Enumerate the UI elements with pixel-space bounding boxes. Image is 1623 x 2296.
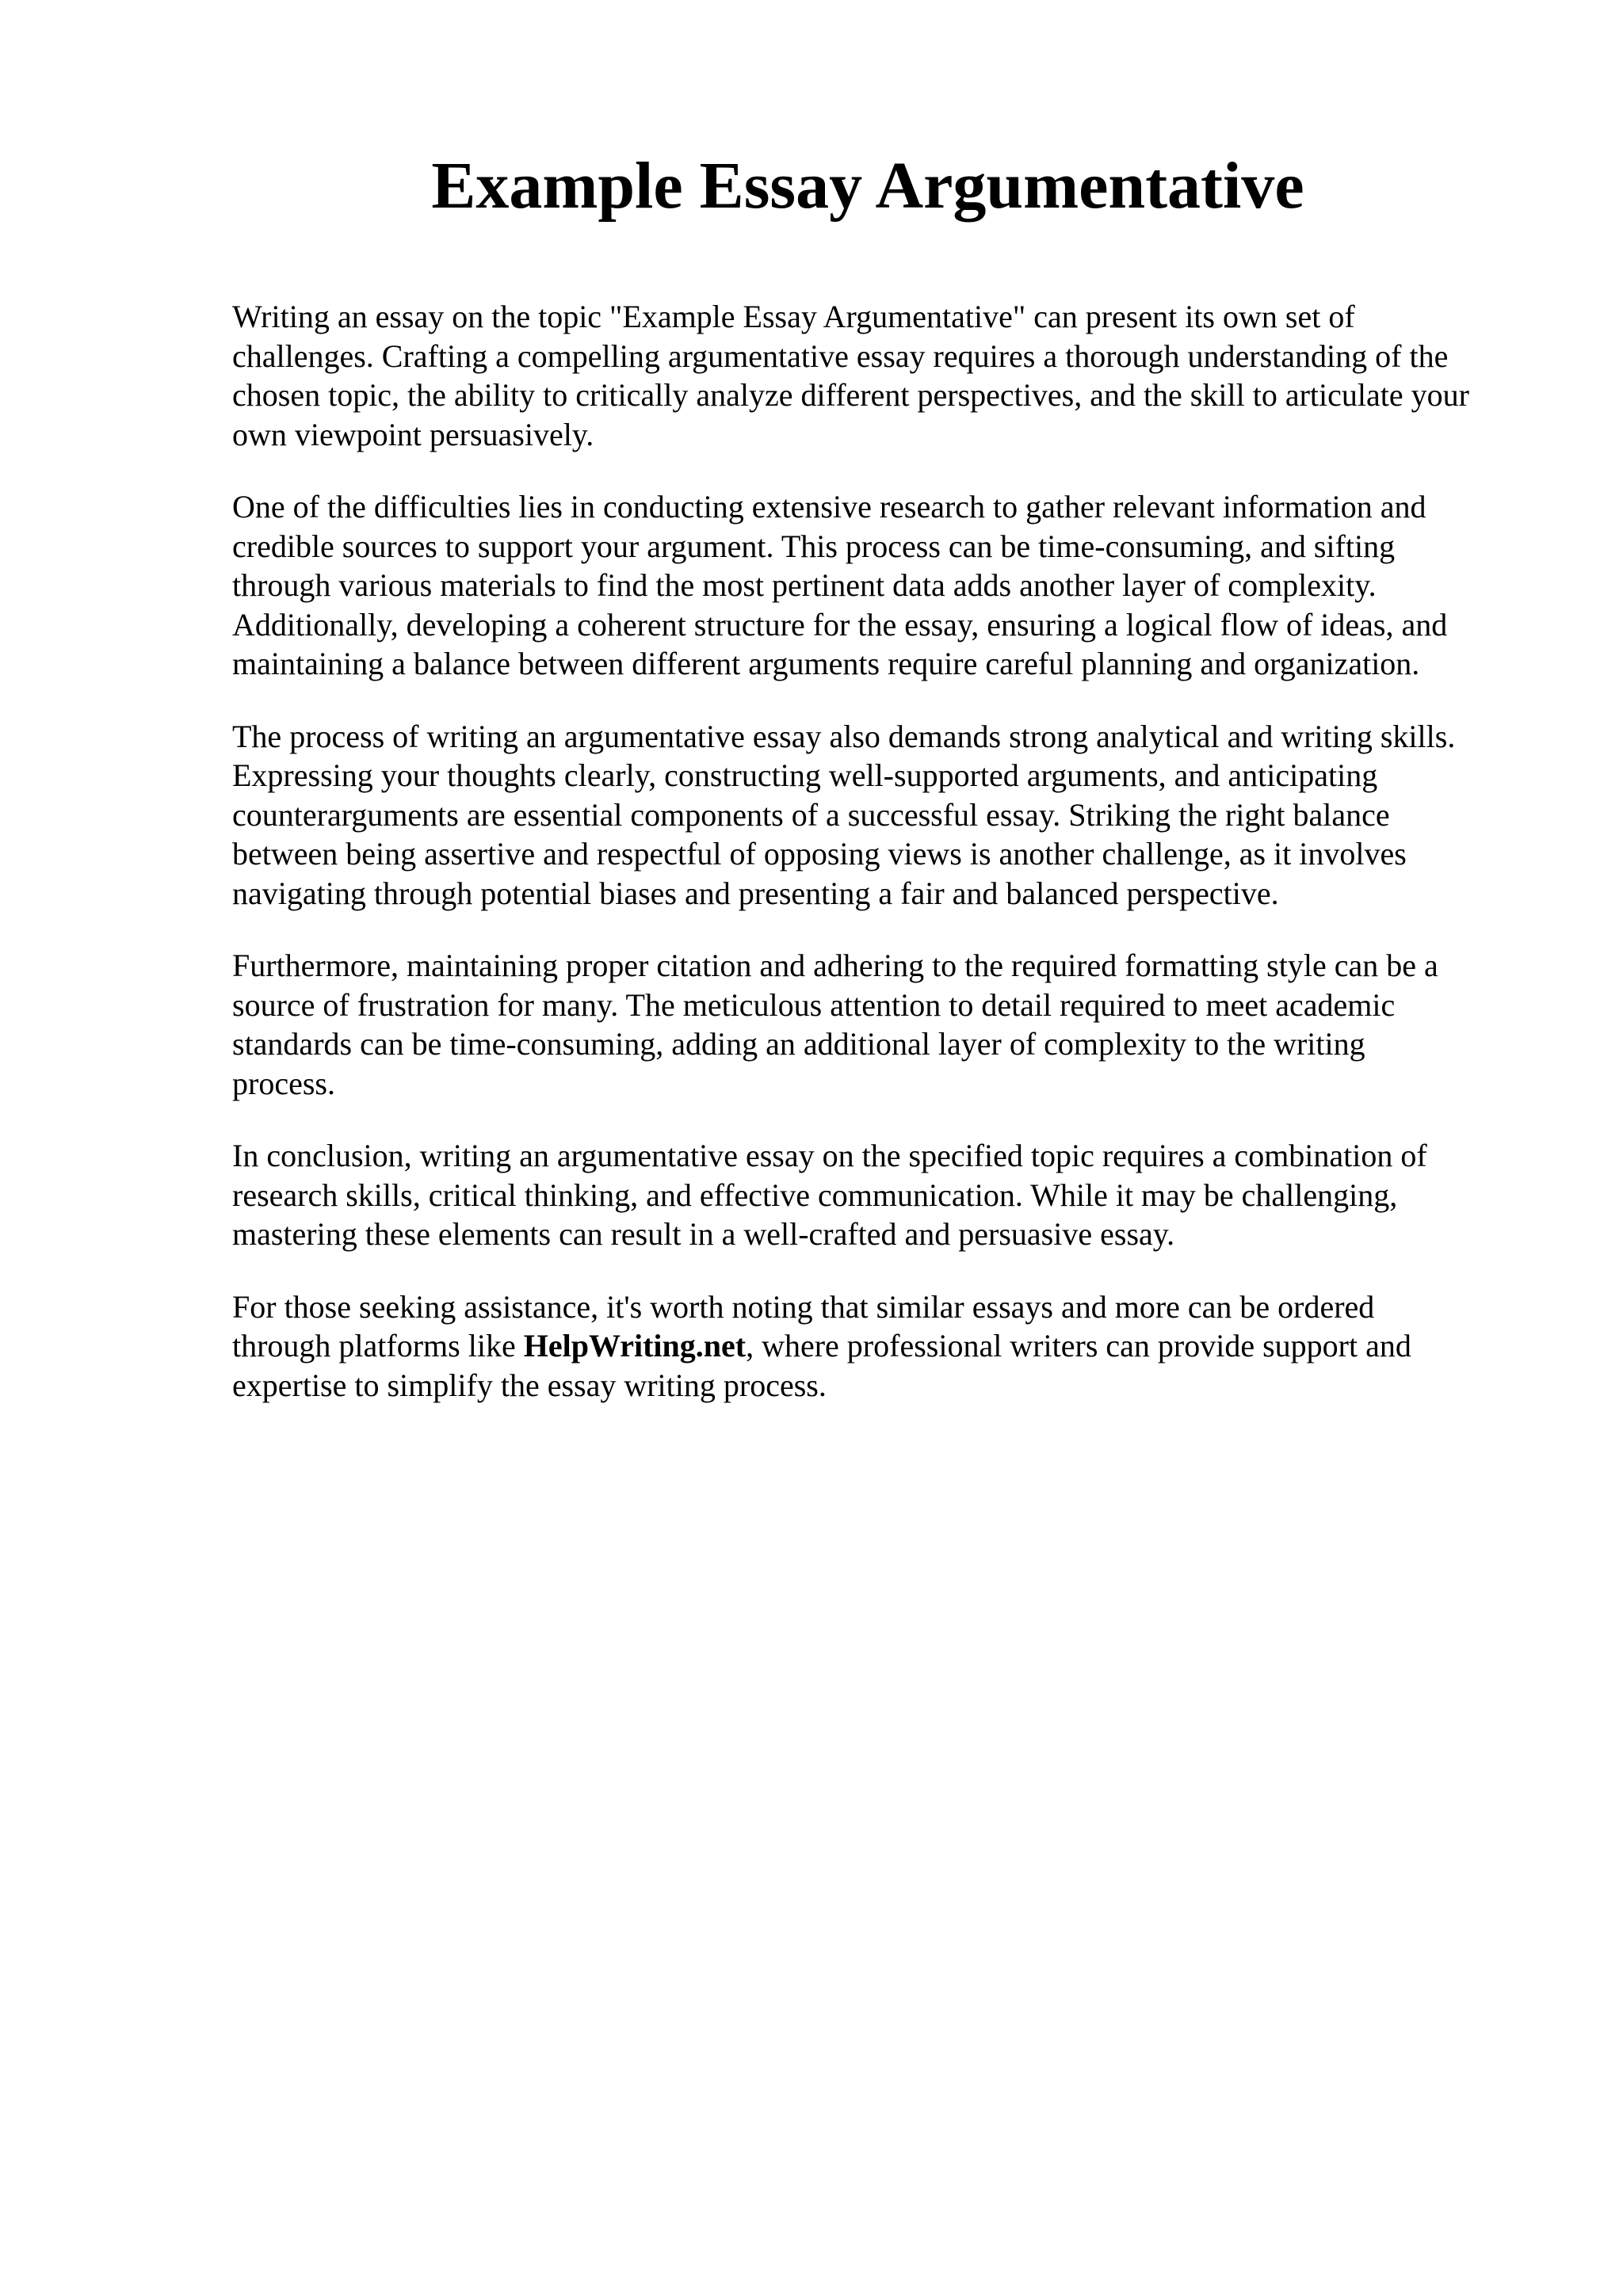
paragraph-line: credible sources to support your argument. This process can be time-consuming, and sifting	[232, 528, 1396, 564]
paragraph-line: expertise to simplify the essay writing process.	[232, 1367, 827, 1403]
paragraph-line: For those seeking assistance, it's worth noting that similar essays and more can be ordered	[232, 1288, 1375, 1325]
paragraph-line: standards can be time-consuming, adding an additional layer of complexity to the writing	[232, 1026, 1365, 1062]
paragraph-line: Expressing your thoughts clearly, constructing well-supported arguments, and anticipating	[232, 757, 1378, 793]
paragraph-line: source of frustration for many. The meticulous attention to detail required to meet academic	[232, 986, 1396, 1023]
paragraph-line: mastering these elements can result in a well-crafted and persuasive essay.	[232, 1216, 1175, 1252]
closing-suffix: , where professional writers can provide support and	[746, 1328, 1411, 1363]
paragraph-line: In conclusion, writing an argumentative essay on the specified topic requires a combination of	[232, 1138, 1427, 1173]
closing-paragraph	[232, 1287, 1532, 1405]
paragraph-line: maintaining a balance between different arguments require careful planning and organization.	[232, 646, 1420, 681]
paragraph-line: Furthermore, maintaining proper citation and adhering to the required formatting style can be a	[232, 948, 1438, 983]
paragraph-line: Writing an essay on the topic "Example Essay Argumentative" can present its own set of	[232, 299, 1355, 334]
paragraph-line: navigating through potential biases and presenting a fair and balanced perspective.	[232, 875, 1279, 911]
paragraph-line: process.	[232, 1065, 335, 1101]
paragraph-line: own viewpoint persuasively.	[232, 416, 594, 452]
document-body	[232, 297, 1532, 1438]
document-title: Example Essay Argumentative	[431, 149, 1304, 223]
paragraph-line: challenges. Crafting a compelling argumentative essay requires a thorough understanding of the	[232, 338, 1449, 374]
paragraph-line	[232, 1326, 1532, 1366]
paragraph-5	[232, 1136, 1532, 1254]
paragraph-line: between being assertive and respectful of opposing views is another challenge, as it involves	[232, 836, 1407, 871]
paragraph-line: One of the difficulties lies in conducting extensive research to gather relevant information and	[232, 489, 1426, 524]
helpwriting-link[interactable]: HelpWriting.net	[523, 1328, 747, 1363]
paragraph-4	[232, 946, 1532, 1103]
paragraph-line: Additionally, developing a coherent structure for the essay, ensuring a logical flow of ideas, and	[232, 606, 1448, 643]
paragraph-line: chosen topic, the ability to critically analyze different perspectives, and the skill to articulate your	[232, 377, 1469, 413]
paragraph-3	[232, 717, 1532, 913]
paragraph-2	[232, 487, 1532, 684]
paragraph-line: research skills, critical thinking, and effective communication. While it may be challenging,	[232, 1177, 1398, 1213]
paragraph-line: The process of writing an argumentative essay also demands strong analytical and writing skills.	[232, 718, 1456, 754]
paragraph-line: counterarguments are essential components of a successful essay. Striking the right balance	[232, 796, 1390, 833]
closing-prefix: through platforms like	[232, 1328, 524, 1363]
paragraph-1	[232, 297, 1532, 454]
paragraph-line: through various materials to find the most pertinent data adds another layer of complexity.	[232, 567, 1377, 603]
